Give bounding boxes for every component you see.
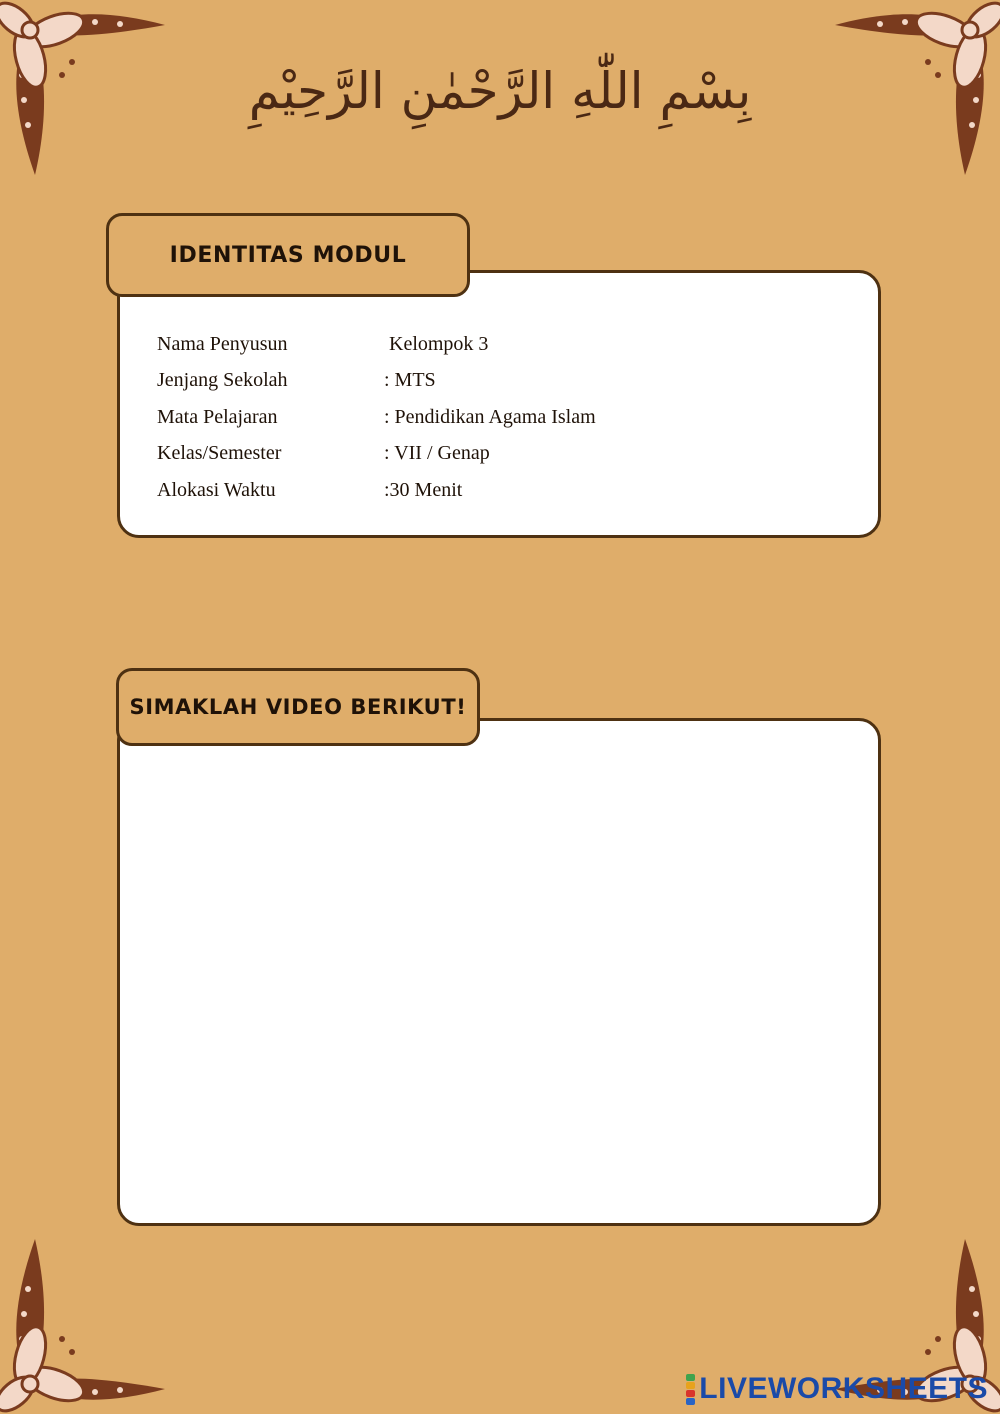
row-label: Kelas/Semester (157, 442, 282, 465)
row-value: Kelompok 3 (384, 332, 489, 355)
video-section-tab: SIMAKLAH VIDEO BERIKUT! (116, 668, 480, 746)
identitas-list (157, 326, 596, 509)
row-label: Nama Penyusun (157, 332, 288, 355)
identitas-modul-tab: IDENTITAS MODUL (106, 213, 470, 297)
watermark-text: LIVEWORKSHEETS (699, 1372, 988, 1405)
bismillah-heading: بِسْمِ اللّٰهِ الرَّحْمٰنِ الرَّحِيْمِ (248, 62, 752, 120)
row-value: :30 Menit (384, 478, 463, 501)
liveworksheets-logo-icon (686, 1374, 695, 1405)
identitas-row (157, 399, 596, 436)
row-label: Mata Pelajaran (157, 405, 278, 428)
row-label: Jenjang Sekolah (157, 369, 288, 392)
identitas-row (157, 326, 596, 363)
video-panel[interactable] (117, 718, 881, 1226)
identitas-row (157, 363, 596, 400)
row-label: Alokasi Waktu (157, 478, 276, 501)
identitas-row (157, 472, 596, 509)
floral-ornament-icon (0, 1234, 180, 1414)
identitas-row (157, 436, 596, 473)
row-value: : MTS (384, 369, 436, 392)
row-value: : Pendidikan Agama Islam (384, 405, 596, 428)
liveworksheets-watermark (686, 1372, 988, 1406)
row-value: : VII / Genap (384, 442, 490, 465)
